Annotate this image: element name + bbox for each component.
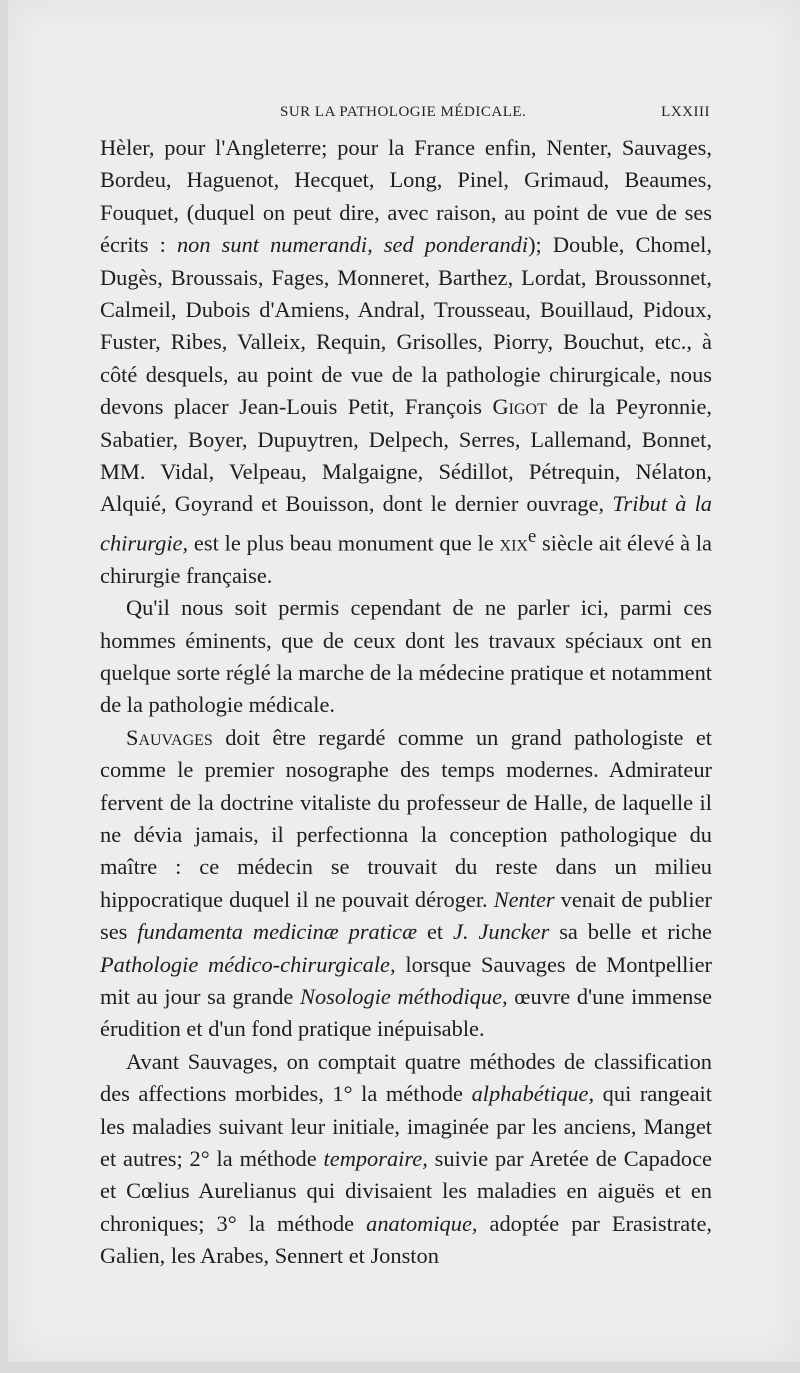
text-run: Avant Sauvages, on comptait quatre méthodes de classification des affections morbides, 1° la méthode [100, 1048, 712, 1107]
small-caps-name: Gigot [492, 394, 547, 420]
text-run: est le plus beau monument que le [188, 530, 500, 556]
century-numeral: xix [499, 530, 528, 556]
latin-quote: non sunt numerandi, sed ponderandi [176, 232, 529, 258]
book-page [8, 0, 800, 1362]
work-title: Tribut à la chirurgie, [100, 491, 712, 556]
text-run: doit être regardé comme un grand pathologiste et comme le premier nosographe des temps modernes. Admirateur fervent de la doctrine vitaliste du professeur de Halle, de laquelle il ne dévia jamais, il perfectionna la conception pathologique du maître : ce médecin se trouvait du reste dans un milieu hippocratique duquel il ne pouvait déroger. [100, 724, 712, 912]
text-run: œuvre d'une immense érudition et d'un fond pratique inépuisable. [100, 984, 713, 1042]
century-superscript: e [527, 525, 537, 547]
paragraph-2: Qu'il nous soit permis cependant de ne parler ici, parmi ces hommes éminents, que de ceux dont les travaux spéciaux ont en quelque sorte réglé la marche de la médecine pratique et notamment de la pathologie médicale. [100, 595, 712, 718]
text-run: adoptée par Erasistrate, Galien, les Arabes, Sennert et Jonston [100, 1210, 712, 1269]
paragraph-3 [100, 722, 712, 1046]
work-title: fundamenta medicinæ praticæ [137, 919, 418, 945]
method-name: anatomique, [366, 1210, 478, 1236]
text-run: suivie par Aretée de Capadoce et Cœlius Aurelianus qui divisaient les maladies en aiguës et en chroniques; 3° la méthode [100, 1146, 712, 1236]
body-text [100, 132, 712, 1273]
text-run: venait de publier ses [100, 886, 712, 945]
paragraph-4 [100, 1046, 712, 1273]
running-title: SUR LA PATHOLOGIE MÉDICALE. [280, 104, 527, 120]
author-name: Nenter [493, 886, 555, 912]
small-caps-name: Sauvages [126, 724, 213, 750]
text-run: ); Double, Chomel, Dugès, Broussais, Fages, Monneret, Barthez, Lordat, Broussonnet, Calmeil, Dubois d'Amiens, Andral, Trousseau, Bouillaud, Pidoux, Fuster, Ribes, Valleix, Requin, Grisolles, Piorry, Bouchut, etc., à côté desquels, au point de vue de la pathologie chirurgicale, nous devons placer Jean-Louis Petit, François [100, 232, 712, 420]
method-name: alphabétique, [471, 1081, 595, 1107]
text-run: qui rangeait les maladies suivant leur initiale, imaginée par les anciens, Manget et autres; 2° la méthode [100, 1081, 712, 1172]
work-title: Nosologie méthodique, [300, 984, 508, 1010]
text-run: de la Peyronnie, Sabatier, Boyer, Dupuytren, Delpech, Serres, Lallemand, Bonnet, MM. Vidal, Velpeau, Malgaigne, Sédillot, Pétrequin, Nélaton, Alquié, Goyrand et Bouisson, dont le dernier ouvrage, [100, 394, 712, 517]
text-run: et [417, 919, 454, 945]
page-number: LXXIII [661, 104, 710, 120]
method-name: temporaire, [323, 1146, 428, 1172]
text-run: sa belle et riche [549, 919, 712, 945]
text-run: siècle ait élevé à la chirurgie française. [100, 530, 712, 588]
author-name: J. Juncker [453, 919, 550, 945]
text-run: lorsque Sauvages de Montpellier mit au jour sa grande [100, 951, 712, 1010]
work-title: Pathologie médico-chirurgicale, [100, 951, 396, 977]
paragraph-1 [100, 132, 712, 592]
text-run: Hèler, pour l'Angleterre; pour la France enfin, Nenter, Sauvages, Bordeu, Haguenot, Hecquet, Long, Pinel, Grimaud, Beaumes, Fouquet, (duquel on peut dire, avec raison, au point de vue de ses écrits : [100, 135, 712, 258]
